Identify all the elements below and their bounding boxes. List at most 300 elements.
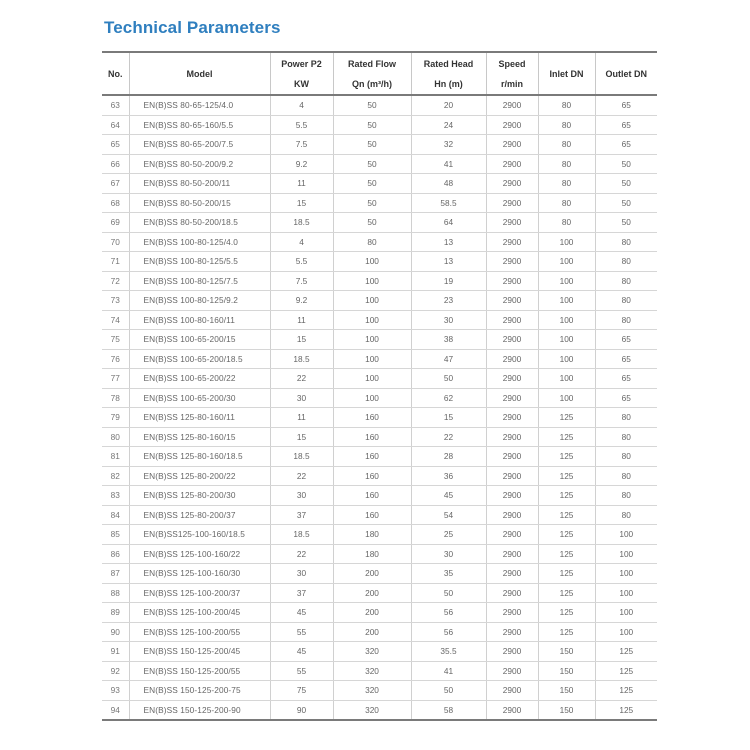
table-row <box>102 95 657 115</box>
cell-outlet-dn: 80 <box>595 408 657 428</box>
cell-rated-head: 38 <box>411 330 486 350</box>
cell-rated-head: 23 <box>411 291 486 311</box>
cell-rated-head: 32 <box>411 135 486 155</box>
cell-speed: 2900 <box>486 603 538 623</box>
cell-rated-flow: 160 <box>333 427 411 447</box>
cell-outlet-dn: 80 <box>595 310 657 330</box>
cell-rated-head: 41 <box>411 661 486 681</box>
header-inlet-dn: Inlet DN <box>538 52 595 95</box>
cell-model: EN(B)SS 125-100-160/30 <box>129 564 270 584</box>
cell-model: EN(B)SS 100-80-125/7.5 <box>129 271 270 291</box>
table-row <box>102 388 657 408</box>
cell-power: 4 <box>270 95 333 115</box>
cell-model: EN(B)SS 150-125-200/45 <box>129 642 270 662</box>
cell-rated-head: 41 <box>411 154 486 174</box>
cell-rated-flow: 200 <box>333 583 411 603</box>
cell-outlet-dn: 125 <box>595 642 657 662</box>
cell-model: EN(B)SS 125-100-200/37 <box>129 583 270 603</box>
cell-inlet-dn: 150 <box>538 681 595 701</box>
table-row <box>102 505 657 525</box>
table-row <box>102 369 657 389</box>
cell-model: EN(B)SS 100-80-125/9.2 <box>129 291 270 311</box>
cell-outlet-dn: 65 <box>595 349 657 369</box>
cell-outlet-dn: 65 <box>595 388 657 408</box>
cell-model: EN(B)SS 80-65-125/4.0 <box>129 95 270 115</box>
table-row <box>102 564 657 584</box>
cell-rated-head: 25 <box>411 525 486 545</box>
cell-inlet-dn: 100 <box>538 349 595 369</box>
cell-model: EN(B)SS 125-80-160/11 <box>129 408 270 428</box>
cell-power: 11 <box>270 408 333 428</box>
header-flow-unit: Qn (m³/h) <box>333 74 411 95</box>
cell-outlet-dn: 100 <box>595 564 657 584</box>
table-row <box>102 583 657 603</box>
cell-power: 90 <box>270 700 333 720</box>
cell-no: 88 <box>102 583 129 603</box>
cell-no: 67 <box>102 174 129 194</box>
cell-speed: 2900 <box>486 427 538 447</box>
cell-model: EN(B)SS 80-65-160/5.5 <box>129 115 270 135</box>
cell-speed: 2900 <box>486 135 538 155</box>
cell-power: 18.5 <box>270 525 333 545</box>
cell-inlet-dn: 80 <box>538 174 595 194</box>
cell-speed: 2900 <box>486 583 538 603</box>
cell-no: 92 <box>102 661 129 681</box>
cell-speed: 2900 <box>486 408 538 428</box>
header-model: Model <box>129 52 270 95</box>
cell-inlet-dn: 150 <box>538 642 595 662</box>
cell-speed: 2900 <box>486 388 538 408</box>
cell-rated-flow: 160 <box>333 408 411 428</box>
cell-model: EN(B)SS 80-50-200/11 <box>129 174 270 194</box>
page-title: Technical Parameters <box>104 18 281 37</box>
cell-power: 15 <box>270 193 333 213</box>
cell-inlet-dn: 100 <box>538 330 595 350</box>
cell-no: 71 <box>102 252 129 272</box>
cell-speed: 2900 <box>486 681 538 701</box>
cell-speed: 2900 <box>486 154 538 174</box>
cell-inlet-dn: 125 <box>538 564 595 584</box>
cell-rated-head: 36 <box>411 466 486 486</box>
cell-power: 4 <box>270 232 333 252</box>
cell-speed: 2900 <box>486 466 538 486</box>
table-row <box>102 408 657 428</box>
cell-rated-flow: 50 <box>333 115 411 135</box>
cell-rated-head: 15 <box>411 408 486 428</box>
table-row <box>102 213 657 233</box>
cell-no: 93 <box>102 681 129 701</box>
cell-rated-head: 45 <box>411 486 486 506</box>
cell-power: 30 <box>270 564 333 584</box>
table-row <box>102 486 657 506</box>
cell-no: 94 <box>102 700 129 720</box>
cell-speed: 2900 <box>486 369 538 389</box>
cell-outlet-dn: 65 <box>595 135 657 155</box>
cell-model: EN(B)SS 80-50-200/9.2 <box>129 154 270 174</box>
cell-speed: 2900 <box>486 213 538 233</box>
cell-inlet-dn: 100 <box>538 252 595 272</box>
cell-speed: 2900 <box>486 349 538 369</box>
cell-rated-flow: 100 <box>333 271 411 291</box>
cell-outlet-dn: 50 <box>595 154 657 174</box>
cell-no: 75 <box>102 330 129 350</box>
header-rated-flow: Rated Flow <box>333 52 411 74</box>
cell-no: 78 <box>102 388 129 408</box>
cell-rated-flow: 50 <box>333 174 411 194</box>
table-row <box>102 271 657 291</box>
cell-rated-flow: 100 <box>333 388 411 408</box>
cell-power: 45 <box>270 642 333 662</box>
cell-rated-head: 58 <box>411 700 486 720</box>
cell-power: 22 <box>270 369 333 389</box>
cell-model: EN(B)SS 100-65-200/18.5 <box>129 349 270 369</box>
cell-speed: 2900 <box>486 330 538 350</box>
cell-speed: 2900 <box>486 291 538 311</box>
cell-inlet-dn: 80 <box>538 154 595 174</box>
cell-inlet-dn: 125 <box>538 525 595 545</box>
cell-speed: 2900 <box>486 564 538 584</box>
table-row <box>102 622 657 642</box>
cell-no: 70 <box>102 232 129 252</box>
table-row <box>102 115 657 135</box>
header-outlet-dn: Outlet DN <box>595 52 657 95</box>
cell-rated-flow: 50 <box>333 95 411 115</box>
cell-speed: 2900 <box>486 642 538 662</box>
cell-outlet-dn: 65 <box>595 330 657 350</box>
cell-rated-head: 30 <box>411 544 486 564</box>
cell-speed: 2900 <box>486 700 538 720</box>
cell-model: EN(B)SS 125-80-160/18.5 <box>129 447 270 467</box>
cell-model: EN(B)SS 150-125-200-90 <box>129 700 270 720</box>
cell-rated-flow: 100 <box>333 252 411 272</box>
cell-inlet-dn: 125 <box>538 505 595 525</box>
cell-model: EN(B)SS 150-125-200/55 <box>129 661 270 681</box>
cell-model: EN(B)SS 125-80-160/15 <box>129 427 270 447</box>
cell-power: 22 <box>270 544 333 564</box>
cell-model: EN(B)SS 150-125-200-75 <box>129 681 270 701</box>
cell-rated-flow: 160 <box>333 486 411 506</box>
cell-inlet-dn: 80 <box>538 135 595 155</box>
cell-no: 73 <box>102 291 129 311</box>
cell-rated-head: 13 <box>411 232 486 252</box>
cell-model: EN(B)SS 100-65-200/30 <box>129 388 270 408</box>
cell-model: EN(B)SS 125-100-200/45 <box>129 603 270 623</box>
cell-rated-flow: 80 <box>333 232 411 252</box>
cell-inlet-dn: 100 <box>538 310 595 330</box>
cell-inlet-dn: 125 <box>538 427 595 447</box>
cell-outlet-dn: 80 <box>595 486 657 506</box>
cell-outlet-dn: 80 <box>595 232 657 252</box>
cell-speed: 2900 <box>486 486 538 506</box>
cell-speed: 2900 <box>486 544 538 564</box>
cell-inlet-dn: 80 <box>538 95 595 115</box>
cell-rated-flow: 50 <box>333 135 411 155</box>
cell-inlet-dn: 125 <box>538 583 595 603</box>
header-power: Power P2 <box>270 52 333 74</box>
table-row <box>102 661 657 681</box>
cell-rated-flow: 320 <box>333 681 411 701</box>
cell-outlet-dn: 50 <box>595 193 657 213</box>
cell-inlet-dn: 100 <box>538 369 595 389</box>
cell-speed: 2900 <box>486 310 538 330</box>
header-rated-head: Rated Head <box>411 52 486 74</box>
cell-speed: 2900 <box>486 95 538 115</box>
cell-inlet-dn: 100 <box>538 291 595 311</box>
cell-outlet-dn: 65 <box>595 95 657 115</box>
cell-rated-flow: 50 <box>333 154 411 174</box>
cell-rated-flow: 200 <box>333 622 411 642</box>
cell-outlet-dn: 125 <box>595 700 657 720</box>
cell-power: 37 <box>270 583 333 603</box>
cell-rated-head: 58.5 <box>411 193 486 213</box>
cell-speed: 2900 <box>486 505 538 525</box>
cell-outlet-dn: 65 <box>595 369 657 389</box>
cell-outlet-dn: 100 <box>595 603 657 623</box>
table-row <box>102 252 657 272</box>
cell-inlet-dn: 125 <box>538 603 595 623</box>
cell-outlet-dn: 100 <box>595 544 657 564</box>
header-no: No. <box>102 52 129 95</box>
cell-no: 69 <box>102 213 129 233</box>
cell-outlet-dn: 80 <box>595 252 657 272</box>
cell-outlet-dn: 100 <box>595 583 657 603</box>
cell-no: 86 <box>102 544 129 564</box>
cell-rated-flow: 100 <box>333 330 411 350</box>
cell-no: 72 <box>102 271 129 291</box>
cell-speed: 2900 <box>486 193 538 213</box>
cell-power: 18.5 <box>270 447 333 467</box>
cell-inlet-dn: 125 <box>538 408 595 428</box>
cell-model: EN(B)SS 100-65-200/22 <box>129 369 270 389</box>
table-body <box>102 95 657 720</box>
table-row <box>102 349 657 369</box>
table-row <box>102 154 657 174</box>
cell-rated-flow: 180 <box>333 525 411 545</box>
cell-speed: 2900 <box>486 622 538 642</box>
cell-power: 11 <box>270 310 333 330</box>
cell-no: 84 <box>102 505 129 525</box>
table-row <box>102 700 657 720</box>
cell-rated-head: 56 <box>411 622 486 642</box>
cell-no: 85 <box>102 525 129 545</box>
cell-speed: 2900 <box>486 447 538 467</box>
cell-rated-head: 54 <box>411 505 486 525</box>
cell-power: 45 <box>270 603 333 623</box>
table-row <box>102 681 657 701</box>
cell-no: 65 <box>102 135 129 155</box>
cell-speed: 2900 <box>486 525 538 545</box>
cell-no: 91 <box>102 642 129 662</box>
table-row <box>102 232 657 252</box>
cell-rated-head: 50 <box>411 583 486 603</box>
cell-no: 76 <box>102 349 129 369</box>
cell-rated-flow: 100 <box>333 369 411 389</box>
cell-rated-flow: 180 <box>333 544 411 564</box>
cell-no: 74 <box>102 310 129 330</box>
cell-outlet-dn: 100 <box>595 622 657 642</box>
cell-rated-head: 47 <box>411 349 486 369</box>
cell-rated-head: 19 <box>411 271 486 291</box>
cell-power: 9.2 <box>270 154 333 174</box>
cell-inlet-dn: 100 <box>538 388 595 408</box>
cell-outlet-dn: 100 <box>595 525 657 545</box>
cell-rated-head: 24 <box>411 115 486 135</box>
cell-power: 55 <box>270 622 333 642</box>
cell-model: EN(B)SS 80-65-200/7.5 <box>129 135 270 155</box>
cell-rated-flow: 320 <box>333 700 411 720</box>
cell-power: 75 <box>270 681 333 701</box>
cell-outlet-dn: 80 <box>595 291 657 311</box>
cell-rated-flow: 100 <box>333 310 411 330</box>
cell-model: EN(B)SS 125-100-200/55 <box>129 622 270 642</box>
cell-speed: 2900 <box>486 252 538 272</box>
cell-inlet-dn: 125 <box>538 486 595 506</box>
cell-inlet-dn: 100 <box>538 232 595 252</box>
cell-no: 82 <box>102 466 129 486</box>
cell-rated-flow: 100 <box>333 291 411 311</box>
table-row <box>102 525 657 545</box>
cell-outlet-dn: 80 <box>595 447 657 467</box>
cell-power: 18.5 <box>270 213 333 233</box>
cell-power: 37 <box>270 505 333 525</box>
cell-model: EN(B)SS 125-100-160/22 <box>129 544 270 564</box>
cell-inlet-dn: 125 <box>538 622 595 642</box>
cell-no: 81 <box>102 447 129 467</box>
cell-rated-head: 35.5 <box>411 642 486 662</box>
table-row <box>102 544 657 564</box>
cell-rated-flow: 160 <box>333 505 411 525</box>
cell-inlet-dn: 125 <box>538 544 595 564</box>
cell-rated-flow: 160 <box>333 447 411 467</box>
cell-rated-head: 22 <box>411 427 486 447</box>
header-power-unit: KW <box>270 74 333 95</box>
cell-model: EN(B)SS 125-80-200/37 <box>129 505 270 525</box>
header-speed-unit: r/min <box>486 74 538 95</box>
cell-no: 68 <box>102 193 129 213</box>
cell-model: EN(B)SS 100-80-125/5.5 <box>129 252 270 272</box>
cell-power: 5.5 <box>270 115 333 135</box>
cell-no: 80 <box>102 427 129 447</box>
cell-outlet-dn: 125 <box>595 681 657 701</box>
cell-no: 64 <box>102 115 129 135</box>
cell-speed: 2900 <box>486 661 538 681</box>
cell-inlet-dn: 125 <box>538 466 595 486</box>
cell-rated-flow: 160 <box>333 466 411 486</box>
table-row <box>102 193 657 213</box>
cell-no: 89 <box>102 603 129 623</box>
cell-rated-flow: 50 <box>333 213 411 233</box>
cell-rated-head: 30 <box>411 310 486 330</box>
cell-outlet-dn: 80 <box>595 505 657 525</box>
cell-power: 55 <box>270 661 333 681</box>
cell-outlet-dn: 125 <box>595 661 657 681</box>
table-row <box>102 603 657 623</box>
cell-rated-head: 48 <box>411 174 486 194</box>
cell-rated-head: 20 <box>411 95 486 115</box>
cell-rated-head: 13 <box>411 252 486 272</box>
cell-rated-flow: 50 <box>333 193 411 213</box>
table-row <box>102 330 657 350</box>
cell-model: EN(B)SS 100-65-200/15 <box>129 330 270 350</box>
cell-model: EN(B)SS125-100-160/18.5 <box>129 525 270 545</box>
cell-rated-head: 56 <box>411 603 486 623</box>
cell-rated-head: 50 <box>411 681 486 701</box>
cell-rated-flow: 200 <box>333 564 411 584</box>
cell-model: EN(B)SS 125-80-200/22 <box>129 466 270 486</box>
cell-outlet-dn: 50 <box>595 213 657 233</box>
cell-inlet-dn: 150 <box>538 661 595 681</box>
cell-rated-head: 62 <box>411 388 486 408</box>
cell-model: EN(B)SS 80-50-200/18.5 <box>129 213 270 233</box>
cell-no: 77 <box>102 369 129 389</box>
cell-no: 83 <box>102 486 129 506</box>
cell-inlet-dn: 100 <box>538 271 595 291</box>
cell-no: 66 <box>102 154 129 174</box>
cell-speed: 2900 <box>486 115 538 135</box>
cell-no: 79 <box>102 408 129 428</box>
cell-model: EN(B)SS 100-80-160/11 <box>129 310 270 330</box>
cell-power: 5.5 <box>270 252 333 272</box>
cell-power: 22 <box>270 466 333 486</box>
cell-inlet-dn: 80 <box>538 115 595 135</box>
cell-inlet-dn: 80 <box>538 213 595 233</box>
cell-power: 7.5 <box>270 135 333 155</box>
cell-model: EN(B)SS 125-80-200/30 <box>129 486 270 506</box>
cell-model: EN(B)SS 100-80-125/4.0 <box>129 232 270 252</box>
cell-rated-head: 28 <box>411 447 486 467</box>
cell-outlet-dn: 80 <box>595 466 657 486</box>
cell-no: 90 <box>102 622 129 642</box>
cell-inlet-dn: 125 <box>538 447 595 467</box>
cell-model: EN(B)SS 80-50-200/15 <box>129 193 270 213</box>
cell-speed: 2900 <box>486 232 538 252</box>
cell-no: 87 <box>102 564 129 584</box>
header-head-unit: Hn (m) <box>411 74 486 95</box>
table-row <box>102 310 657 330</box>
cell-no: 63 <box>102 95 129 115</box>
cell-speed: 2900 <box>486 174 538 194</box>
cell-power: 30 <box>270 486 333 506</box>
table-row <box>102 466 657 486</box>
cell-inlet-dn: 80 <box>538 193 595 213</box>
cell-power: 18.5 <box>270 349 333 369</box>
cell-power: 15 <box>270 330 333 350</box>
cell-power: 9.2 <box>270 291 333 311</box>
table-row <box>102 291 657 311</box>
table-row <box>102 135 657 155</box>
header-speed: Speed <box>486 52 538 74</box>
cell-speed: 2900 <box>486 271 538 291</box>
cell-outlet-dn: 50 <box>595 174 657 194</box>
table-row <box>102 447 657 467</box>
cell-outlet-dn: 65 <box>595 115 657 135</box>
cell-outlet-dn: 80 <box>595 427 657 447</box>
cell-power: 15 <box>270 427 333 447</box>
cell-rated-head: 50 <box>411 369 486 389</box>
table-row <box>102 427 657 447</box>
technical-parameters-table <box>102 51 657 721</box>
cell-rated-flow: 320 <box>333 642 411 662</box>
cell-power: 11 <box>270 174 333 194</box>
table-row <box>102 174 657 194</box>
table-row <box>102 642 657 662</box>
cell-power: 7.5 <box>270 271 333 291</box>
cell-rated-flow: 200 <box>333 603 411 623</box>
cell-rated-head: 64 <box>411 213 486 233</box>
cell-rated-flow: 100 <box>333 349 411 369</box>
cell-rated-head: 35 <box>411 564 486 584</box>
cell-inlet-dn: 150 <box>538 700 595 720</box>
